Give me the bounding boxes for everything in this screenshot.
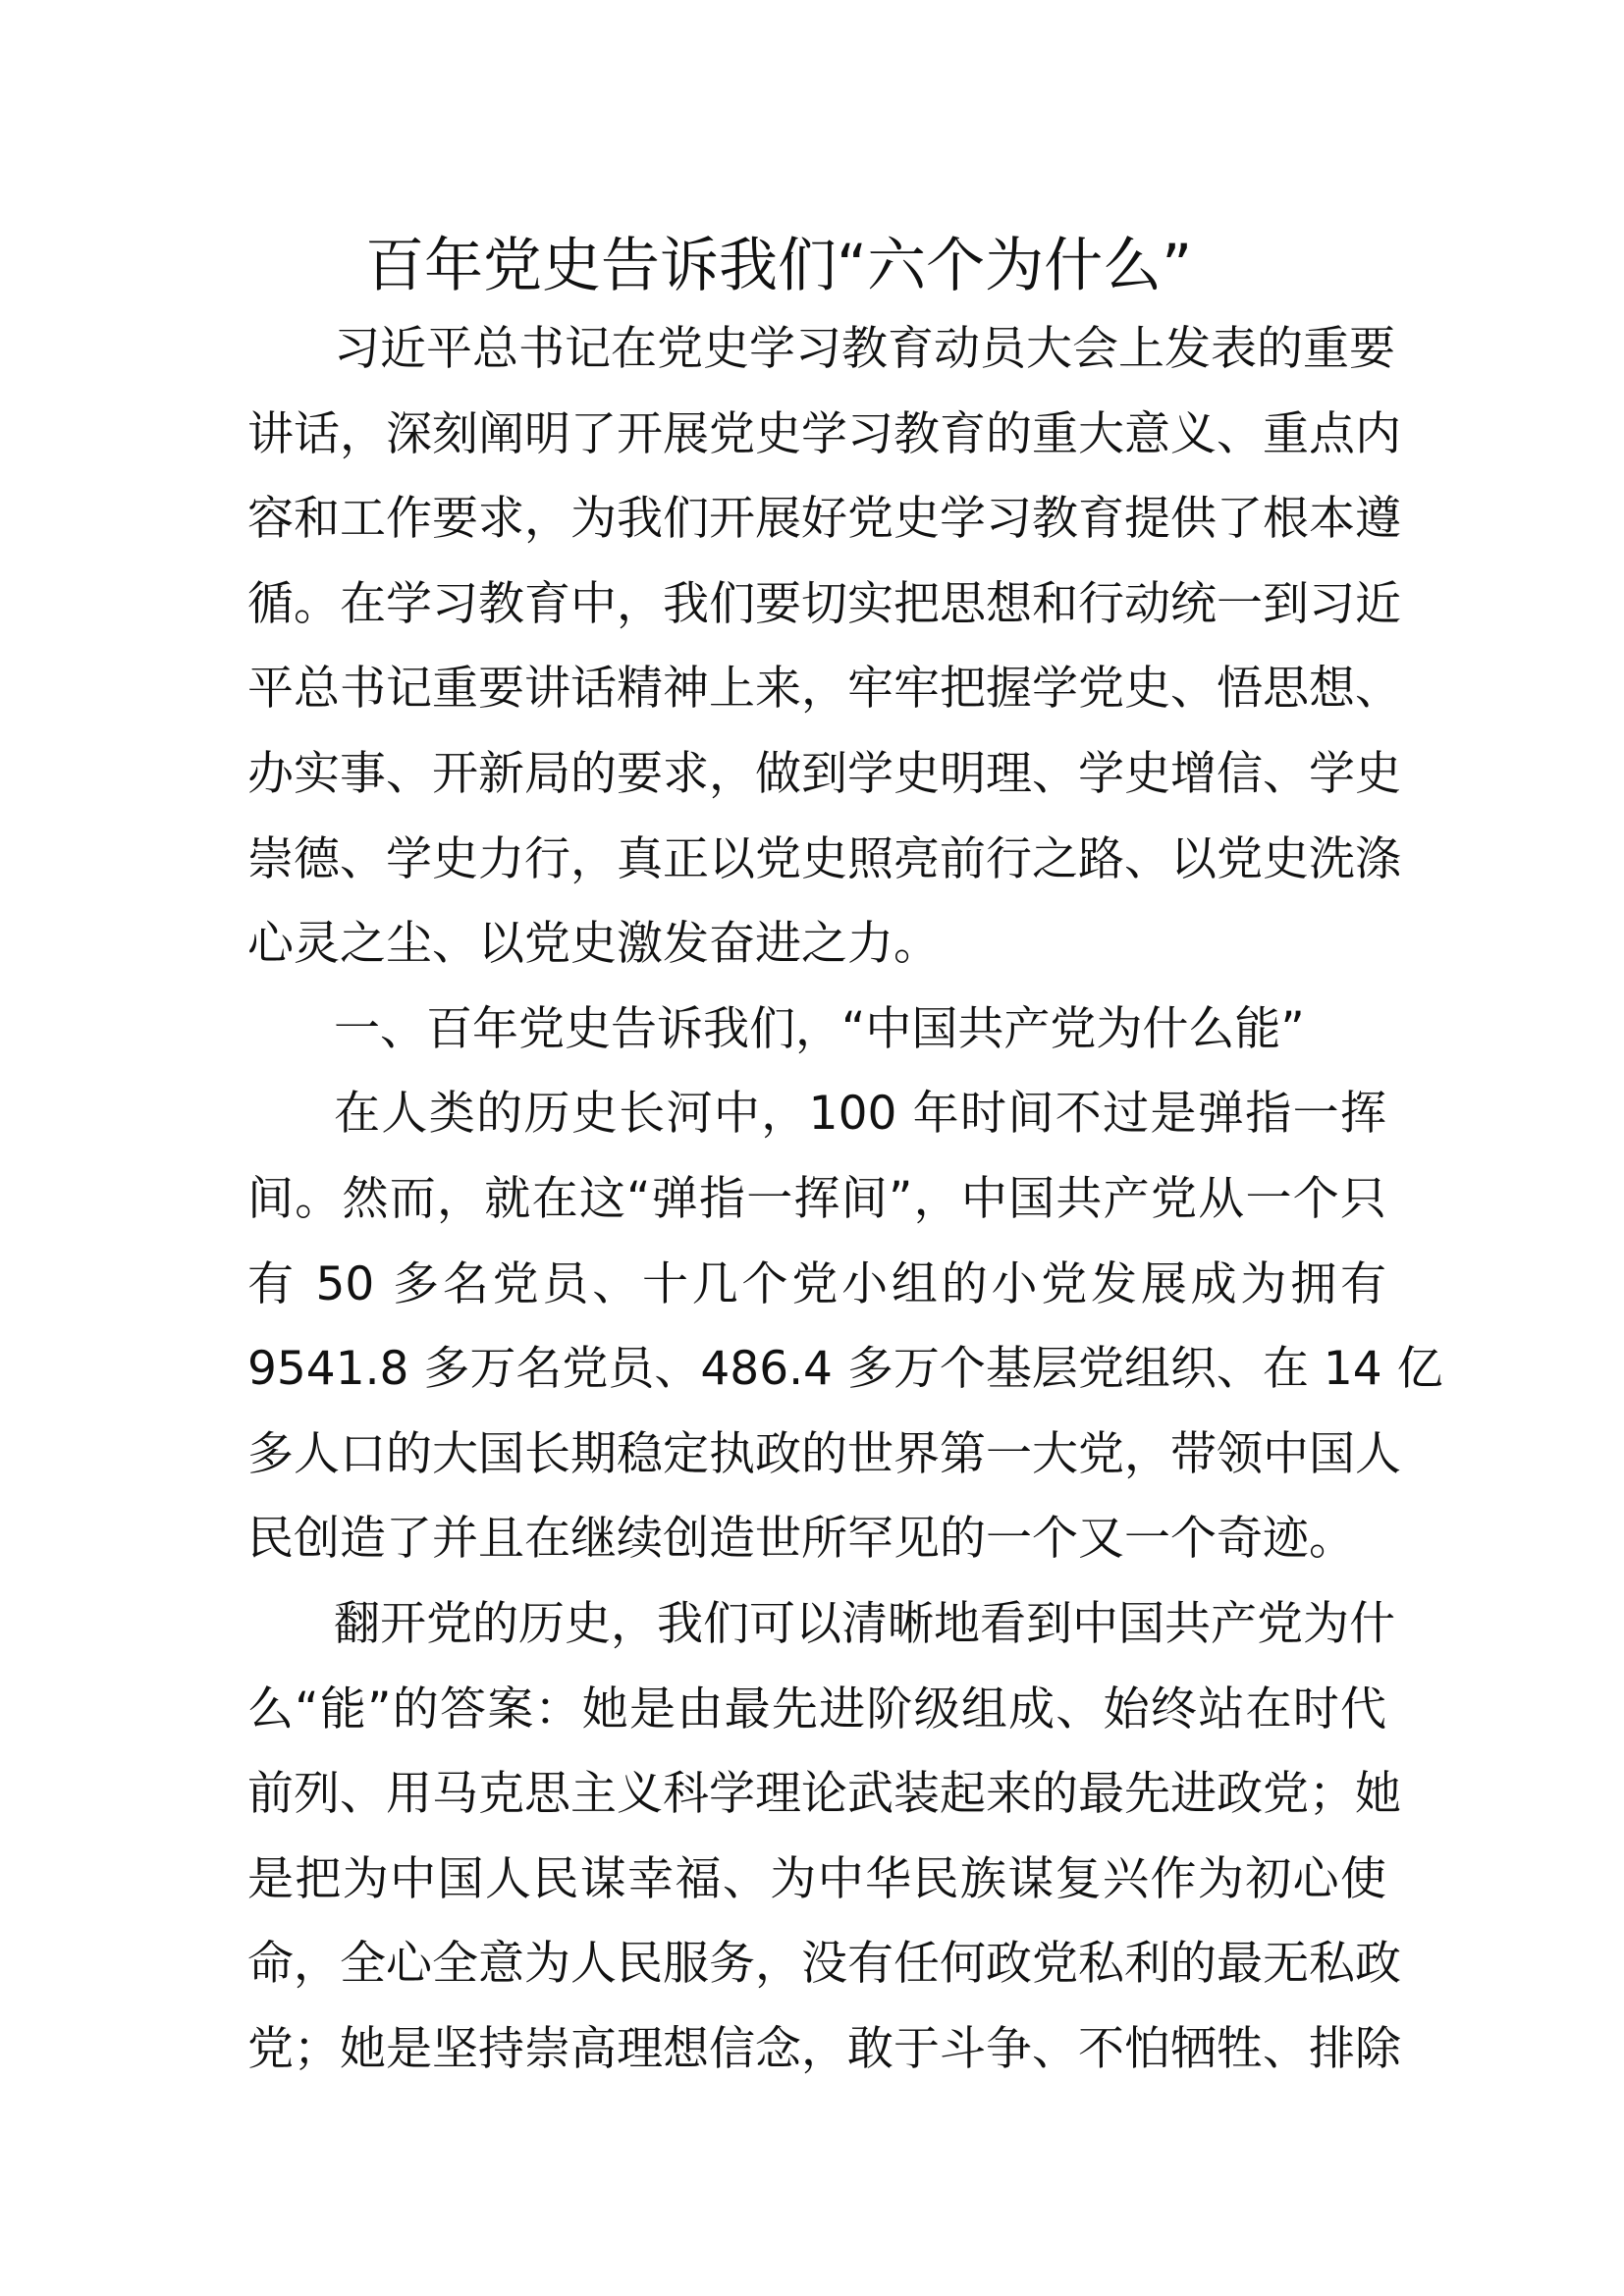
paragraph-line: 命，全心全意为人民服务，没有任何政党私利的最无私政 [247, 1937, 1401, 1992]
paragraph-line: 么“能”的答案：她是由最先进阶级组成、始终站在时代 [247, 1682, 1386, 1736]
paragraph-line: 民创造了并且在继续创造世所罕见的一个又一个奇迹。 [247, 1512, 1355, 1567]
paragraph-line: 崇德、学史力行，真正以党史照亮前行之路、以党史洗涤 [247, 831, 1401, 886]
paragraph-line: 习近平总书记在党史学习教育动员大会上发表的重要 [334, 322, 1395, 376]
section-heading: 一、百年党史告诉我们，“中国共产党为什么能” [334, 1001, 1305, 1056]
paragraph-line: 9541.8 多万名党员、486.4 多万个基层党组织、在 14 亿 [247, 1342, 1443, 1397]
paragraph-line: 党；她是坚持崇高理想信念，敢于斗争、不怕牺牲、排除 [247, 2021, 1401, 2076]
paragraph-line: 前列、用马克思主义科学理论武装起来的最先进政党；她 [247, 1767, 1401, 1822]
paragraph-line: 有 50 多名党员、十几个党小组的小党发展成为拥有 [247, 1256, 1386, 1311]
paragraph-line: 间。然而，就在这“弹指一挥间”，中国共产党从一个只 [247, 1171, 1386, 1226]
paragraph-line: 容和工作要求，为我们开展好党史学习教育提供了根本遵 [247, 492, 1401, 547]
paragraph-line: 办实事、开新局的要求，做到学史明理、学史增信、学史 [247, 746, 1401, 801]
paragraph-line: 是把为中国人民谋幸福、为中华民族谋复兴作为初心使 [247, 1851, 1386, 1906]
paragraph-line: 心灵之尘、以党史激发奋进之力。 [247, 917, 940, 972]
paragraph-line: 平总书记重要讲话精神上来，牢牢把握学党史、悟思想、 [247, 662, 1401, 717]
paragraph-line: 讲话，深刻阐明了开展党史学习教育的重大意义、重点内 [247, 406, 1401, 461]
document-title: 百年党史告诉我们“六个为什么” [365, 232, 1193, 300]
document-body [247, 307, 1443, 2092]
paragraph-line: 多人口的大国长期稳定执政的世界第一大党，带领中国人 [247, 1426, 1401, 1481]
paragraph-line: 在人类的历史长河中，100 年时间不过是弹指一挥 [334, 1087, 1386, 1142]
paragraph-line: 翻开党的历史，我们可以清晰地看到中国共产党为什 [334, 1596, 1395, 1651]
paragraph-line: 循。在学习教育中，我们要切实把思想和行动统一到习近 [247, 576, 1401, 631]
